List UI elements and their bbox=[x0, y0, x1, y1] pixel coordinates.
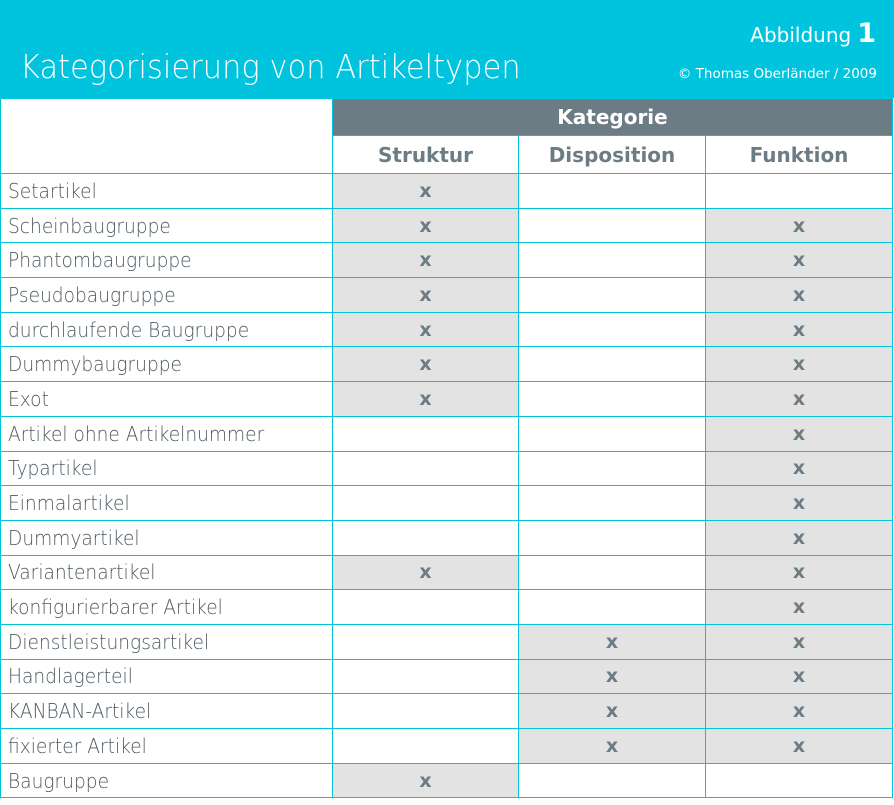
cell-funktion: x bbox=[706, 590, 893, 625]
row-label bbox=[1, 555, 333, 590]
category-group-header: Kategorie bbox=[333, 99, 893, 136]
cell-funktion bbox=[706, 174, 893, 209]
row-label-text: Einmalartikel bbox=[8, 491, 130, 516]
row-label bbox=[1, 520, 333, 555]
row-label bbox=[1, 694, 333, 729]
row-label bbox=[1, 659, 333, 694]
cell-struktur: x bbox=[333, 347, 519, 382]
group-header-row bbox=[1, 99, 893, 136]
row-label-text: Artikel ohne Artikelnummer bbox=[8, 421, 265, 446]
cell-funktion: x bbox=[706, 347, 893, 382]
cell-funktion: x bbox=[706, 278, 893, 313]
table-row bbox=[1, 555, 893, 590]
table-row bbox=[1, 659, 893, 694]
row-label bbox=[1, 451, 333, 486]
row-label-text: KANBAN-Artikel bbox=[8, 699, 152, 724]
cell-funktion: x bbox=[706, 486, 893, 521]
row-label-text: durchlaufende Baugruppe bbox=[8, 317, 250, 342]
table-row bbox=[1, 624, 893, 659]
cell-struktur: x bbox=[333, 382, 519, 417]
table-row bbox=[1, 347, 893, 382]
row-label-text: konfigurierbarer Artikel bbox=[8, 595, 223, 620]
cell-struktur bbox=[333, 520, 519, 555]
row-label bbox=[1, 208, 333, 243]
row-label-text: Variantenartikel bbox=[8, 560, 156, 585]
header-banner bbox=[0, 0, 894, 98]
cell-funktion: x bbox=[706, 243, 893, 278]
cell-struktur bbox=[333, 486, 519, 521]
table-row bbox=[1, 278, 893, 313]
cell-funktion: x bbox=[706, 312, 893, 347]
page-title: Kategorisierung von Artikeltypen bbox=[20, 47, 521, 86]
row-label bbox=[1, 278, 333, 313]
table-row bbox=[1, 382, 893, 417]
cell-disposition bbox=[519, 486, 706, 521]
cell-disposition: x bbox=[519, 624, 706, 659]
row-label bbox=[1, 590, 333, 625]
table-row bbox=[1, 416, 893, 451]
row-label-text: Baugruppe bbox=[8, 768, 110, 793]
cell-struktur bbox=[333, 590, 519, 625]
cell-disposition: x bbox=[519, 729, 706, 764]
copyright-notice: © Thomas Oberländer / 2009 bbox=[677, 66, 877, 82]
cell-funktion: x bbox=[706, 624, 893, 659]
row-label-text: Typartikel bbox=[8, 456, 98, 481]
cell-disposition: x bbox=[519, 694, 706, 729]
cell-funktion: x bbox=[706, 729, 893, 764]
cell-funktion: x bbox=[706, 520, 893, 555]
cell-disposition bbox=[519, 451, 706, 486]
cell-struktur: x bbox=[333, 278, 519, 313]
column-header-struktur: Struktur bbox=[333, 136, 519, 174]
cell-funktion: x bbox=[706, 694, 893, 729]
table-row bbox=[1, 763, 893, 798]
cell-disposition bbox=[519, 520, 706, 555]
cell-disposition bbox=[519, 590, 706, 625]
cell-funktion: x bbox=[706, 659, 893, 694]
table-row bbox=[1, 486, 893, 521]
cell-disposition bbox=[519, 243, 706, 278]
cell-disposition bbox=[519, 278, 706, 313]
table-row bbox=[1, 520, 893, 555]
cell-struktur: x bbox=[333, 312, 519, 347]
cell-struktur bbox=[333, 694, 519, 729]
table-row bbox=[1, 243, 893, 278]
cell-funktion: x bbox=[706, 416, 893, 451]
figure-label-text: Abbildung bbox=[750, 23, 852, 47]
cell-disposition bbox=[519, 382, 706, 417]
row-label bbox=[1, 624, 333, 659]
row-label bbox=[1, 382, 333, 417]
row-label-text: Setartikel bbox=[8, 178, 97, 203]
row-label-text: Pseudobaugruppe bbox=[8, 282, 176, 307]
row-label bbox=[1, 416, 333, 451]
cell-funktion bbox=[706, 763, 893, 798]
table-row bbox=[1, 312, 893, 347]
cell-disposition bbox=[519, 347, 706, 382]
cell-struktur: x bbox=[333, 763, 519, 798]
table-row bbox=[1, 694, 893, 729]
cell-struktur bbox=[333, 729, 519, 764]
cell-funktion: x bbox=[706, 451, 893, 486]
cell-struktur bbox=[333, 659, 519, 694]
cell-struktur bbox=[333, 416, 519, 451]
table-body bbox=[1, 174, 893, 798]
table-row bbox=[1, 590, 893, 625]
cell-disposition bbox=[519, 416, 706, 451]
row-label-text: Dummyartikel bbox=[8, 525, 140, 550]
row-label bbox=[1, 763, 333, 798]
row-label-text: Scheinbaugruppe bbox=[8, 213, 171, 238]
figure-number: 1 bbox=[857, 18, 876, 49]
cell-disposition bbox=[519, 555, 706, 590]
column-header-disposition: Disposition bbox=[519, 136, 706, 174]
row-label bbox=[1, 486, 333, 521]
cell-funktion: x bbox=[706, 208, 893, 243]
cell-struktur: x bbox=[333, 174, 519, 209]
row-label bbox=[1, 243, 333, 278]
row-label-text: Dummybaugruppe bbox=[8, 352, 183, 377]
cell-disposition bbox=[519, 763, 706, 798]
row-label bbox=[1, 347, 333, 382]
article-type-table bbox=[0, 98, 893, 798]
cell-struktur bbox=[333, 624, 519, 659]
table-row bbox=[1, 208, 893, 243]
row-label-text: Handlagerteil bbox=[8, 664, 133, 689]
cell-funktion: x bbox=[706, 382, 893, 417]
table-row bbox=[1, 174, 893, 209]
cell-struktur: x bbox=[333, 555, 519, 590]
cell-struktur: x bbox=[333, 243, 519, 278]
table-row bbox=[1, 729, 893, 764]
cell-disposition bbox=[519, 312, 706, 347]
figure-label bbox=[750, 18, 876, 49]
cell-disposition: x bbox=[519, 659, 706, 694]
cell-disposition bbox=[519, 174, 706, 209]
row-label-text: Exot bbox=[8, 386, 49, 411]
row-label bbox=[1, 729, 333, 764]
row-label bbox=[1, 174, 333, 209]
row-label-text: Phantombaugruppe bbox=[8, 248, 192, 273]
table-row bbox=[1, 451, 893, 486]
row-label-text: Dienstleistungsartikel bbox=[8, 629, 210, 654]
cell-funktion: x bbox=[706, 555, 893, 590]
corner-cell bbox=[1, 99, 333, 174]
column-header-funktion: Funktion bbox=[706, 136, 893, 174]
row-label bbox=[1, 312, 333, 347]
cell-disposition bbox=[519, 208, 706, 243]
row-label-text: fixierter Artikel bbox=[8, 733, 147, 758]
cell-struktur bbox=[333, 451, 519, 486]
cell-struktur: x bbox=[333, 208, 519, 243]
